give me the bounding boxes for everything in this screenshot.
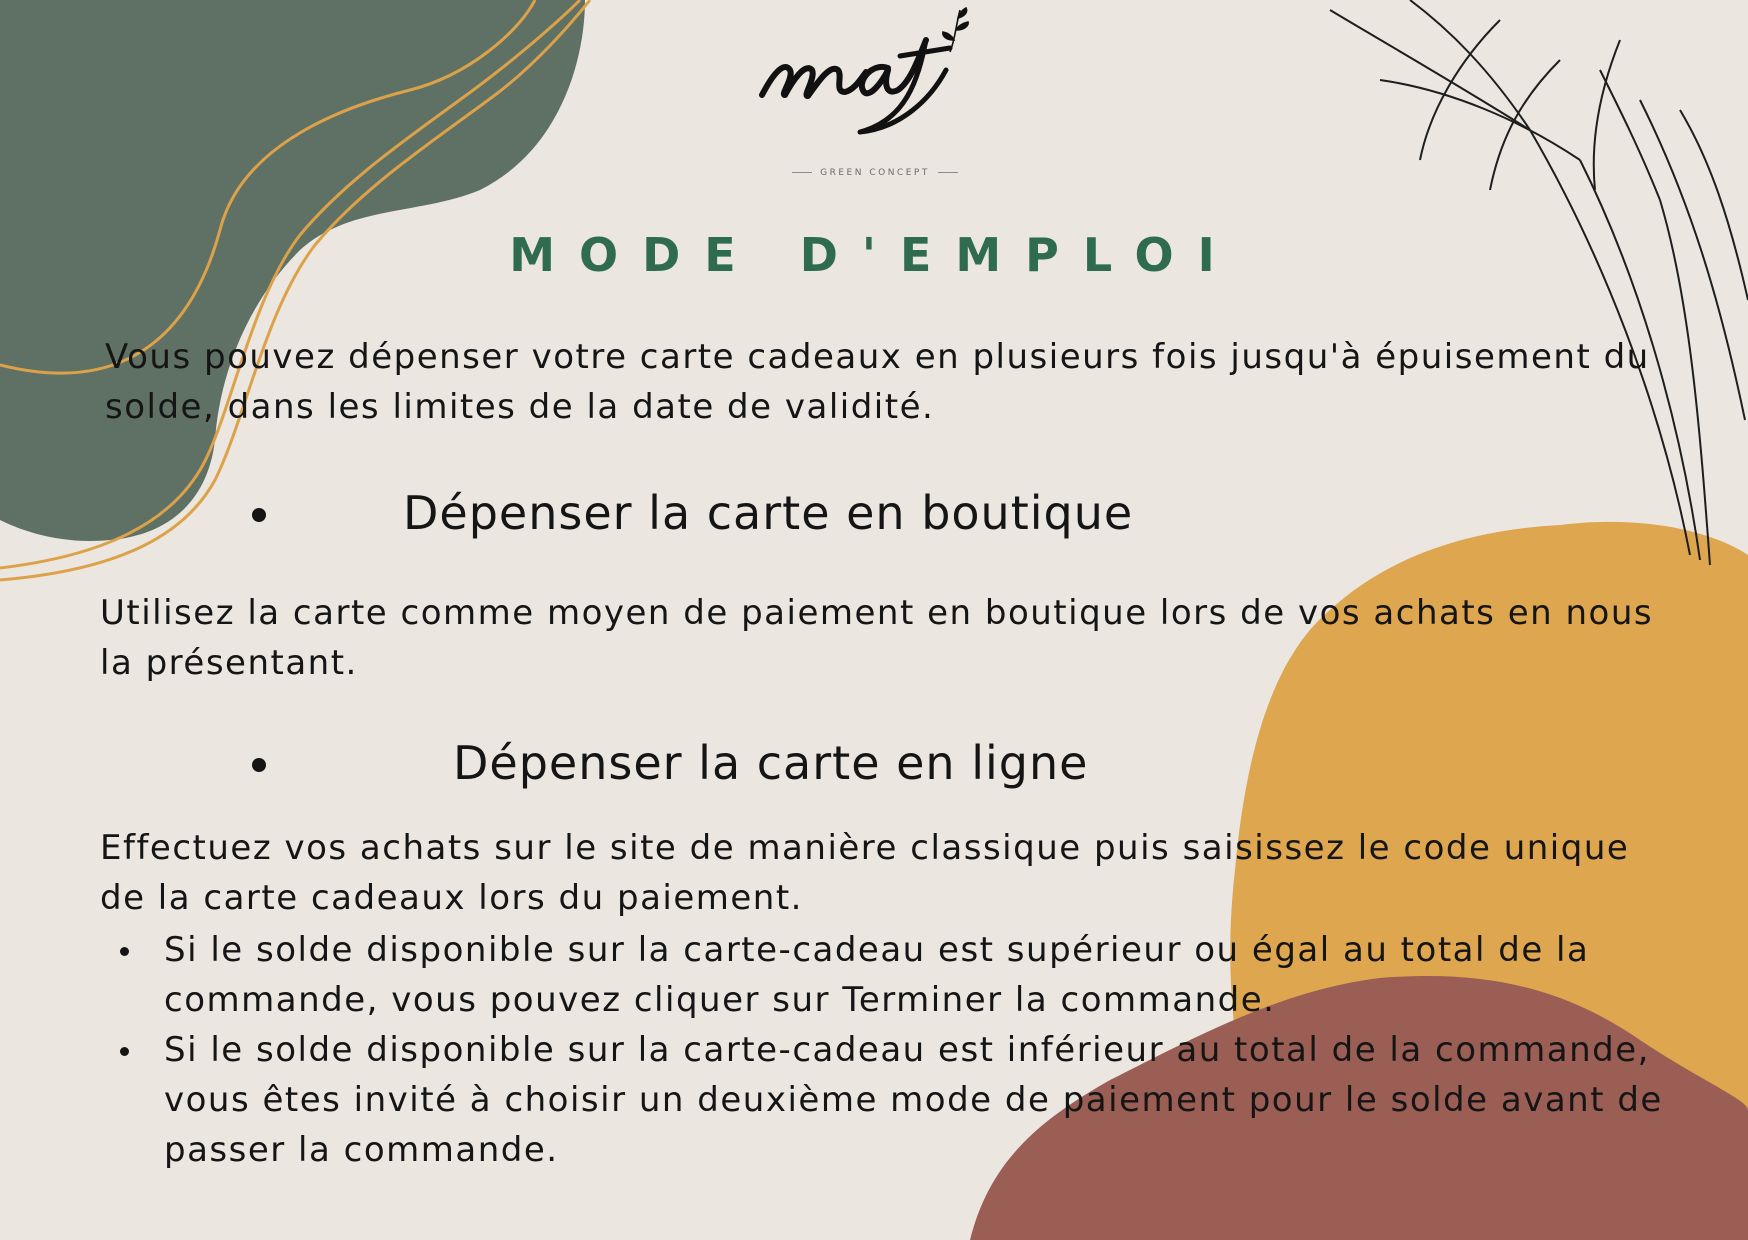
list-item-text: Si le solde disponible sur la carte-cadeau est inférieur au total de la commande, vous êtes invité à choisir un deuxième mode de paiement pour le solde avant de passer la commande. <box>164 1030 1663 1170</box>
list-item-text: Si le solde disponible sur la carte-cadeau est supérieur ou égal au total de la commande, vous pouvez cliquer sur Terminer la commande. <box>164 930 1590 1020</box>
online-conditions-list <box>110 925 1670 1175</box>
tagline-dash-left <box>792 172 812 173</box>
intro-paragraph: Vous pouvez dépenser votre carte cadeaux en plusieurs fois jusqu'à épuisement du solde, dans les limites de la date de validité. <box>105 337 1650 427</box>
mat-logo-wordmark <box>750 0 1000 150</box>
tagline-text: GREEN CONCEPT <box>820 168 930 178</box>
section-bullet <box>252 758 266 772</box>
section-bullet <box>252 508 266 522</box>
list-item <box>110 925 1670 1025</box>
list-item <box>110 1025 1670 1175</box>
section-text-online: Effectuez vos achats sur le site de manière classique puis saisissez le code unique de la carte cadeaux lors du paiement. <box>100 828 1630 918</box>
tagline-dash-right <box>938 172 958 173</box>
list-bullet-dot <box>120 1047 129 1056</box>
brand-logo <box>750 0 1000 190</box>
section-text-in-store: Utilisez la carte comme moyen de paiement en boutique lors de vos achats en nous la présentant. <box>100 593 1654 683</box>
section-heading-in-store: Dépenser la carte en boutique <box>403 486 1134 540</box>
logo-tagline <box>750 168 1000 178</box>
page-title: MODE D'EMPLOI <box>509 228 1239 282</box>
list-bullet-dot <box>120 947 129 956</box>
palm-leaf-drawing <box>1330 0 1748 565</box>
section-heading-online: Dépenser la carte en ligne <box>453 736 1089 790</box>
